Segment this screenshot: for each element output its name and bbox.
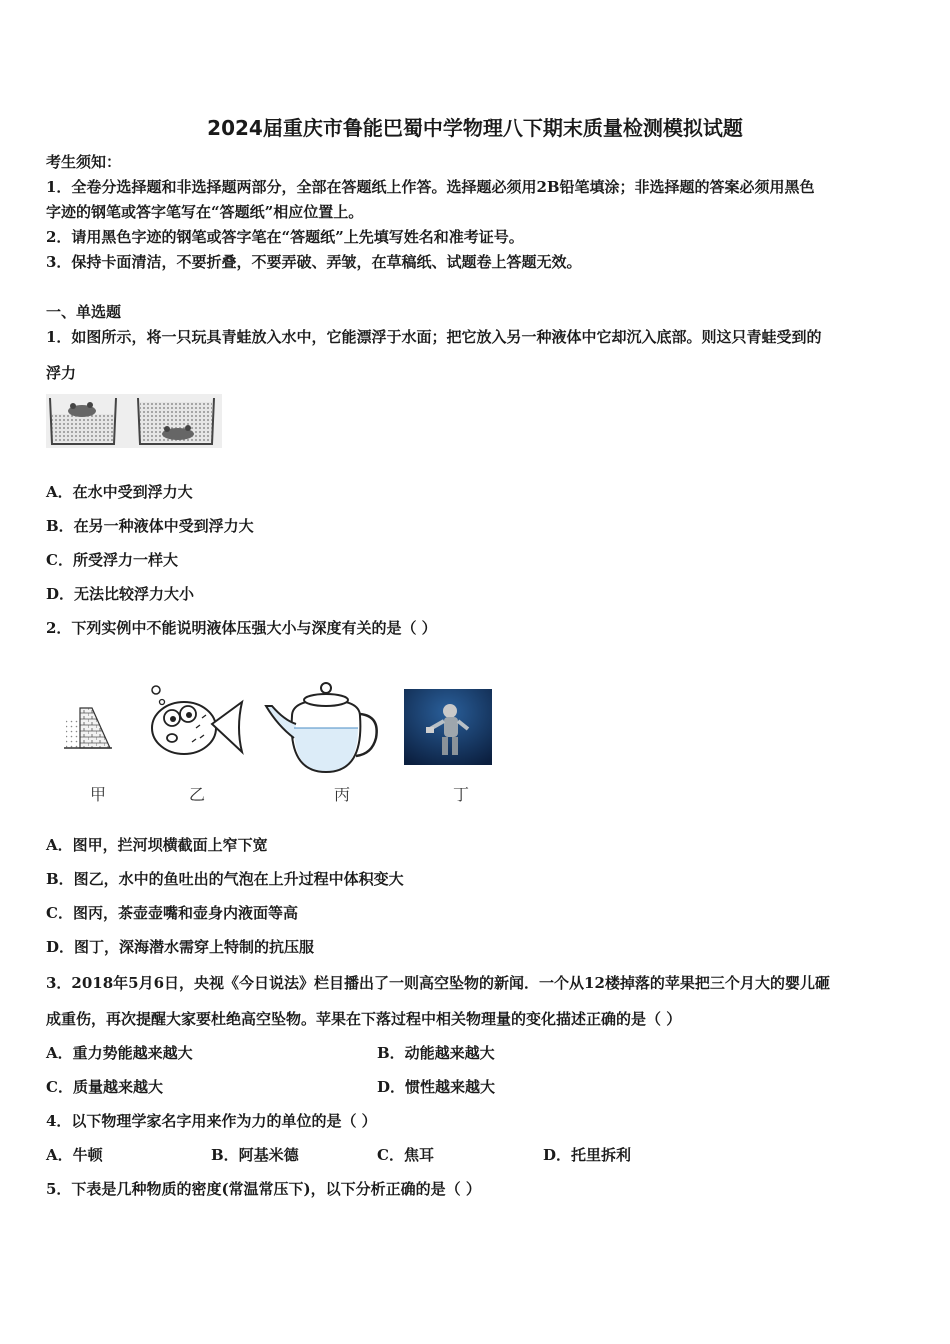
question-3-stem: 3．2018年5月6日，央视《今日说法》栏目播出了一则高空坠物的新闻．一个从12楼掉落的苹果把三个月大的婴儿砸 (46, 974, 830, 992)
question-3-option-b: B．动能越来越大 (377, 1044, 495, 1062)
question-4-option-d: D．托里拆利 (543, 1146, 632, 1164)
question-2-option-c: C．图丙，茶壶壶嘴和壶身内液面等高 (46, 904, 298, 922)
notice-item: 3．保持卡面清洁，不要折叠，不要弄破、弄皱，在草稿纸、试题卷上答题无效。 (46, 253, 582, 271)
question-1-option-d: D．无法比较浮力大小 (46, 585, 195, 603)
question-2-option-b: B．图乙，水中的鱼吐出的气泡在上升过程中体积变大 (46, 870, 404, 888)
notice-item: 字迹的钢笔或答字笔写在“答题纸”相应位置上。 (46, 203, 364, 221)
question-1-option-c: C．所受浮力一样大 (46, 551, 178, 569)
question-5-stem: 5．下表是几种物质的密度(常温常压下)，以下分析正确的是（ ） (46, 1180, 481, 1198)
question-4-option-b: B．阿基米德 (211, 1146, 299, 1164)
figure-caption-ding: 丁 (453, 785, 470, 804)
question-4-option-c: C．焦耳 (377, 1146, 434, 1164)
figure-caption-bing: 丙 (334, 785, 351, 804)
question-4-stem: 4．以下物理学家名字用来作为力的单位的是（ ） (46, 1112, 377, 1130)
notice-item: 2．请用黑色字迹的钢笔或答字笔在“答题纸”上先填写姓名和准考证号。 (46, 228, 524, 246)
section-heading: 一、单选题 (46, 303, 122, 321)
question-1-stem: 浮力 (46, 364, 77, 382)
question-3-option-a: A．重力势能越来越大 (46, 1044, 193, 1062)
question-1-option-b: B．在另一种液体中受到浮力大 (46, 517, 254, 535)
dam-figure (64, 704, 114, 752)
figure-caption-yi: 乙 (189, 785, 206, 804)
question-2-stem: 2．下列实例中不能说明液体压强大小与深度有关的是（ ） (46, 619, 437, 637)
notice-item: 1．全卷分选择题和非选择题两部分，全部在答题纸上作答。选择题必须用2B铅笔填涂；非选择题的答案必须用黑色 (46, 178, 815, 196)
question-1-option-a: A．在水中受到浮力大 (46, 483, 193, 501)
question-1-stem: 1．如图所示，将一只玩具青蛙放入水中，它能漂浮于水面；把它放入另一种液体中它却沉入底部。则这只青蛙受到的 (46, 328, 822, 346)
teapot-figure (262, 676, 382, 776)
question-4-option-a: A．牛顿 (46, 1146, 103, 1164)
question-3-option-d: D．惯性越来越大 (377, 1078, 496, 1096)
frog-beakers-figure (46, 394, 222, 448)
notice-heading: 考生须知： (46, 153, 122, 171)
fish-figure (142, 682, 248, 758)
diver-figure (404, 689, 492, 765)
question-2-option-d: D．图丁，深海潜水需穿上特制的抗压服 (46, 938, 315, 956)
question-3-option-c: C．质量越来越大 (46, 1078, 163, 1096)
question-2-option-a: A．图甲，拦河坝横截面上窄下宽 (46, 836, 268, 854)
figure-caption-jia: 甲 (90, 785, 107, 804)
question-3-stem: 成重伤，再次提醒大家要杜绝高空坠物。苹果在下落过程中相关物理量的变化描述正确的是（ ） (46, 1010, 682, 1028)
page-title: 2024届重庆市鲁能巴蜀中学物理八下期末质量检测模拟试题 (207, 116, 743, 140)
